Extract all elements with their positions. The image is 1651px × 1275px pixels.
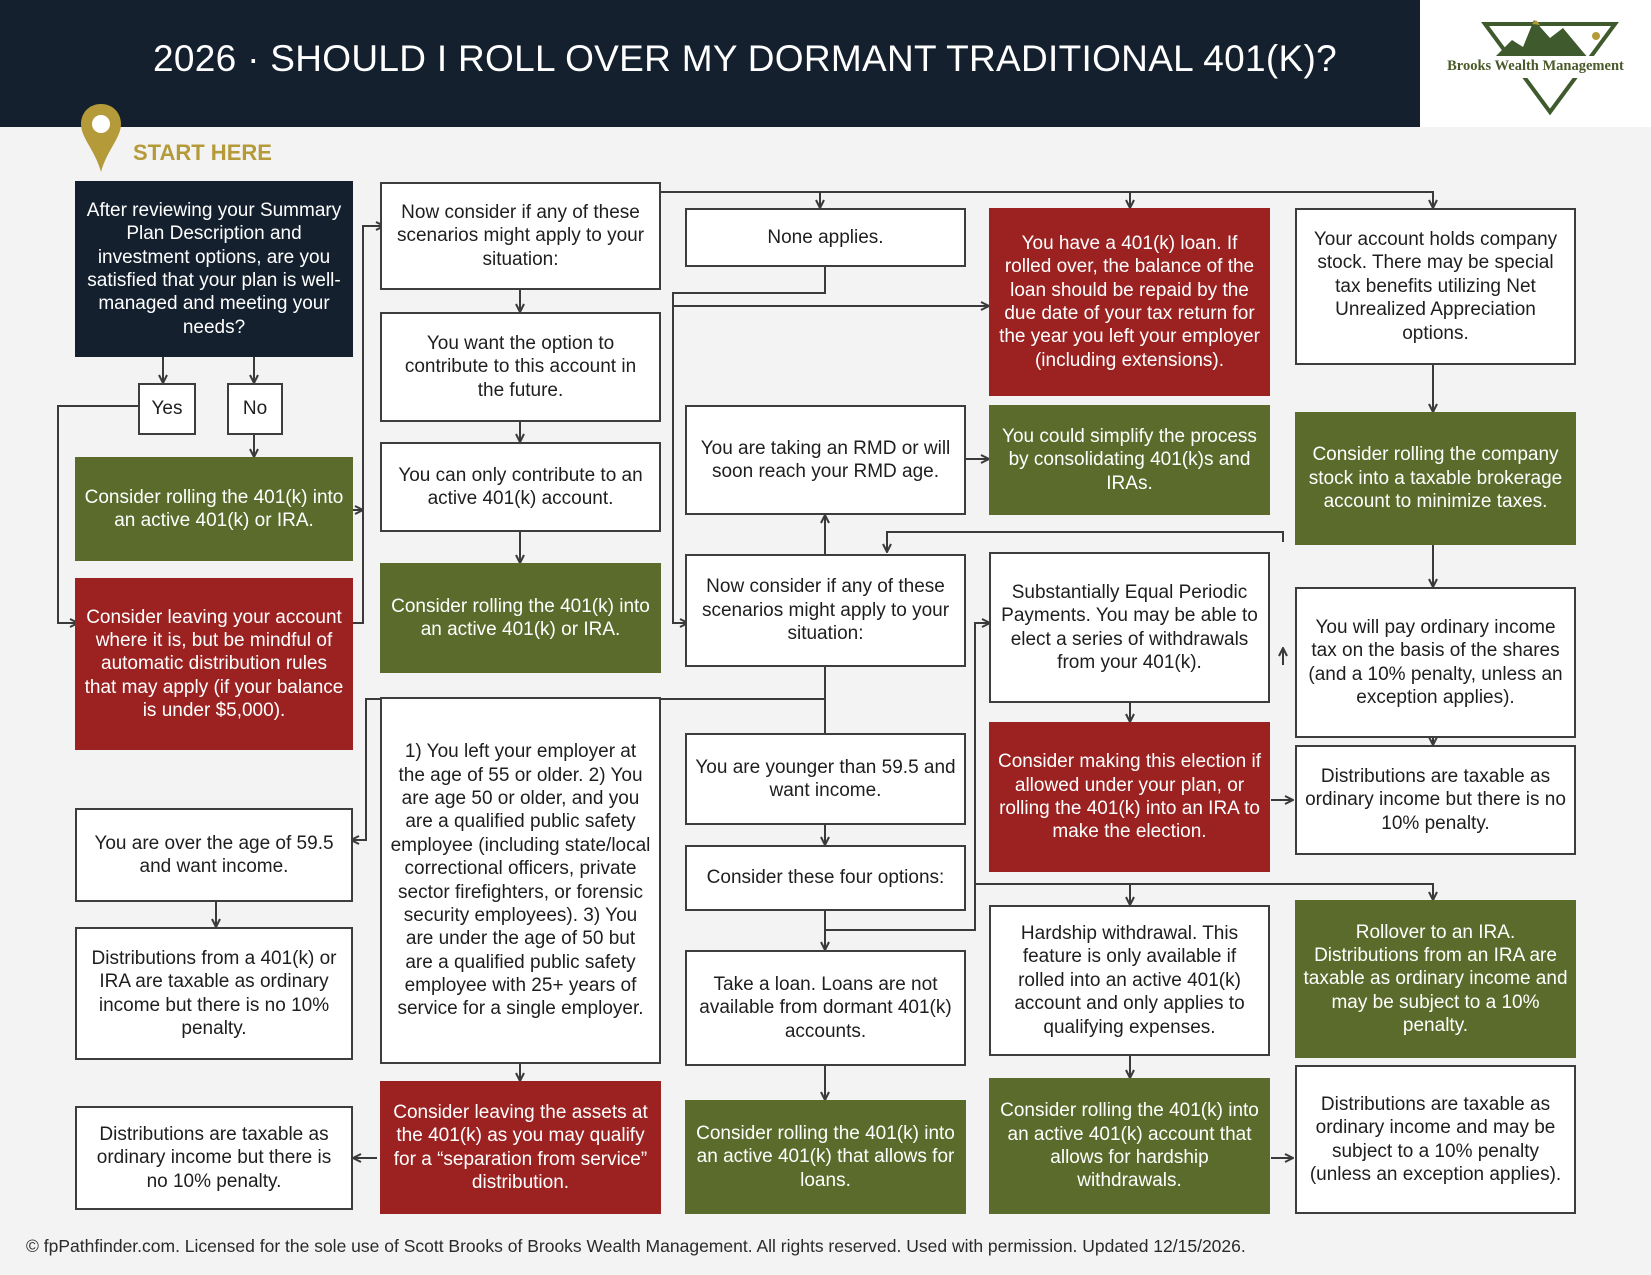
- no-option: No: [227, 383, 283, 435]
- yes-option: Yes: [138, 383, 196, 435]
- simplify-node: You could simplify the process by consolidating 401(k)s and IRAs.: [989, 405, 1270, 515]
- over-59-tax-node: Distributions from a 401(k) or IRA are taxable as ordinary income but there is no 10% penalty.: [75, 927, 353, 1060]
- loan-node: You have a 401(k) loan. If rolled over, the balance of the loan should be repaid by the due date of your tax return for the year you left your employer (including extensions).: [989, 208, 1270, 396]
- hardship-node: Hardship withdrawal. This feature is only available if rolled into an active 401(k) account and only applies to qualifying expenses.: [989, 905, 1270, 1056]
- rmd-node: You are taking an RMD or will soon reach your RMD age.: [685, 405, 966, 515]
- roll-hardship-node: Consider rolling the 401(k) into an active 401(k) account that allows for hardship withdrawals.: [989, 1078, 1270, 1214]
- only-active-node: You can only contribute to an active 401(k) account.: [380, 442, 661, 532]
- footer-copyright: © fpPathfinder.com. Licensed for the sole use of Scott Brooks of Brooks Wealth Management. All rights reserved. Used with permission. Updated 12/15/2026.: [26, 1236, 1246, 1256]
- take-loan-node: Take a loan. Loans are not available from dormant 401(k) accounts.: [685, 950, 966, 1066]
- satisfied-question-node: After reviewing your Summary Plan Description and investment options, are you satisfied that your plan is well-managed and meeting your needs?: [75, 181, 353, 357]
- separation-tax-node: Distributions are taxable as ordinary income but there is no 10% penalty.: [75, 1106, 353, 1210]
- scenarios-node-1: Now consider if any of these scenarios might apply to your situation:: [380, 182, 661, 290]
- sepp-tax-node: Distributions are taxable as ordinary income but there is no 10% penalty.: [1295, 745, 1576, 855]
- page-title: 2026 · SHOULD I ROLL OVER MY DORMANT TRADITIONAL 401(K)?: [153, 38, 1337, 79]
- sepp-election-node: Consider making this election if allowed under your plan, or rolling the 401(k) into an IRA to make the election.: [989, 722, 1270, 872]
- sepp-node: Substantially Equal Periodic Payments. You may be able to elect a series of withdrawals from your 401(k).: [989, 552, 1270, 703]
- roll-active-result-node: Consider rolling the 401(k) into an active 401(k) or IRA.: [75, 457, 353, 561]
- separation-criteria-node: 1) You left your employer at the age of 55 or older. 2) You are age 50 or older, and you are a qualified public safety employee (including state/local correctional officers, private sector firefighters, or forensic security employees). 3) You are under the age of 50 but are a qualified public safety employee with 25+ years of service for a single employer.: [380, 697, 661, 1064]
- four-options-node: Consider these four options:: [685, 845, 966, 911]
- roll-stock-node: Consider rolling the company stock into a taxable brokerage account to minimize taxes.: [1295, 412, 1576, 545]
- roll-loans-node: Consider rolling the 401(k) into an active 401(k) that allows for loans.: [685, 1100, 966, 1214]
- none-applies-node: None applies.: [685, 208, 966, 267]
- ordinary-shares-node: You will pay ordinary income tax on the basis of the shares (and a 10% penalty, unless an exception applies).: [1295, 587, 1576, 738]
- roll-active-node: Consider rolling the 401(k) into an active 401(k) or IRA.: [380, 563, 661, 673]
- separation-service-node: Consider leaving the assets at the 401(k) as you may qualify for a “separation from service” distribution.: [380, 1081, 661, 1214]
- ira-tax-node: Distributions are taxable as ordinary income and may be subject to a 10% penalty (unless an exception applies).: [1295, 1065, 1576, 1214]
- start-here-label: START HERE: [133, 140, 272, 165]
- scenarios-node-2: Now consider if any of these scenarios might apply to your situation:: [685, 554, 966, 667]
- logo-text: Brooks Wealth Management: [1447, 58, 1624, 74]
- rollover-ira-node: Rollover to an IRA. Distributions from an IRA are taxable as ordinary income and may be subject to a 10% penalty.: [1295, 900, 1576, 1058]
- contribute-future-node: You want the option to contribute to this account in the future.: [380, 312, 661, 422]
- over-59-node: You are over the age of 59.5 and want income.: [75, 808, 353, 902]
- leave-account-result-node: Consider leaving your account where it is, but be mindful of automatic distribution rules that may apply (if your balance is under $5,000).: [75, 578, 353, 750]
- younger-59-node: You are younger than 59.5 and want income.: [685, 733, 966, 825]
- company-stock-node: Your account holds company stock. There may be special tax benefits utilizing Net Unrealized Appreciation options.: [1295, 208, 1576, 365]
